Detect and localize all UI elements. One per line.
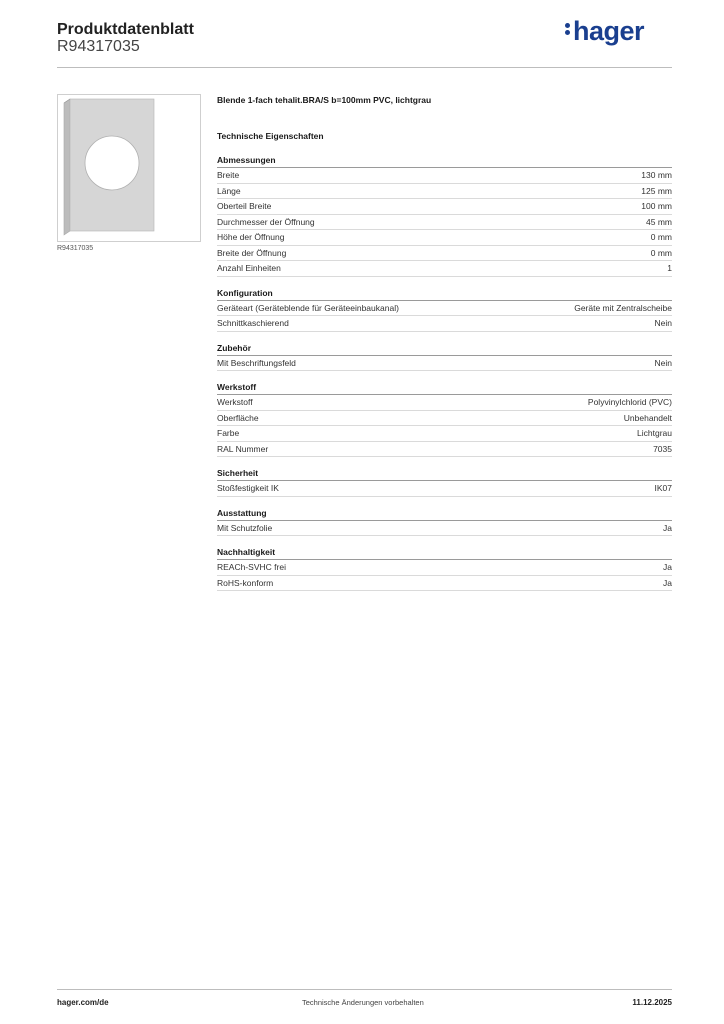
property-value: Lichtgrau [637, 428, 672, 438]
page-title: Produktdatenblatt [57, 21, 194, 38]
product-code: R94317035 [57, 38, 140, 55]
property-label: Mit Schutzfolie [217, 522, 273, 533]
property-row [217, 576, 672, 592]
property-label: Stoßfestigkeit IK [217, 483, 279, 493]
property-section [217, 546, 672, 591]
property-label: Länge [217, 185, 241, 196]
product-title: Blende 1-fach tehalit.BRA/S b=100mm PVC, lichtgrau [217, 95, 432, 105]
property-row [217, 560, 672, 576]
section-title: Ausstattung [217, 507, 672, 521]
property-row [217, 230, 672, 246]
property-row [217, 261, 672, 277]
property-label: Höhe der Öffnung [217, 232, 285, 242]
property-section [217, 507, 672, 537]
footer-website[interactable]: hager.com/de [57, 998, 109, 1007]
section-title: Nachhaltigkeit [217, 546, 672, 560]
property-row [217, 215, 672, 231]
property-label: Breite [217, 170, 240, 180]
property-value: 1 [667, 263, 672, 273]
properties-sections [217, 154, 672, 591]
property-value: Ja [663, 577, 672, 588]
section-title: Abmessungen [217, 154, 672, 168]
hager-logo [565, 16, 644, 47]
logo-dots-icon [565, 21, 571, 37]
property-row [217, 246, 672, 262]
property-row [217, 184, 672, 200]
property-row [217, 481, 672, 497]
property-row [217, 356, 672, 372]
property-value: 130 mm [641, 170, 672, 180]
property-row [217, 395, 672, 411]
property-label: REACh-SVHC frei [217, 562, 286, 572]
logo-text: hager [573, 16, 645, 46]
property-label: Geräteart (Geräteblende für Geräteeinbaukanal) [217, 302, 399, 313]
property-value: 0 mm [650, 232, 672, 242]
property-section [217, 381, 672, 457]
property-row [217, 411, 672, 427]
footer-disclaimer: Technische Änderungen vorbehalten [302, 998, 424, 1007]
property-value: 125 mm [641, 185, 672, 196]
property-value: Polyvinylchlorid (PVC) [587, 397, 672, 407]
property-value: Nein [654, 318, 672, 328]
property-label: Anzahl Einheiten [217, 263, 281, 273]
image-caption: R94317035 [57, 245, 94, 252]
property-label: RAL Nummer [217, 443, 269, 454]
property-label: Schnittkaschierend [217, 318, 289, 328]
property-row [217, 521, 672, 537]
property-value: Ja [663, 562, 672, 572]
property-row [217, 199, 672, 215]
property-section [217, 342, 672, 372]
property-value: Geräte mit Zentralscheibe [574, 302, 672, 313]
property-label: Mit Beschriftungsfeld [217, 357, 296, 368]
property-label: Durchmesser der Öffnung [217, 216, 315, 227]
property-value: 45 mm [646, 216, 672, 227]
section-title: Werkstoff [217, 381, 672, 395]
property-label: Oberfläche [217, 412, 259, 423]
footer-date: 11.12.2025 [632, 998, 672, 1007]
section-title: Konfiguration [217, 287, 672, 301]
section-title: Sicherheit [217, 467, 672, 481]
property-value: 100 mm [641, 201, 672, 211]
property-value: IK07 [654, 483, 672, 493]
property-label: Werkstoff [217, 397, 253, 407]
property-section [217, 287, 672, 332]
property-row [217, 168, 672, 184]
cover-plate-icon [58, 95, 200, 241]
product-details [217, 95, 672, 601]
header-divider [57, 67, 672, 68]
property-row [217, 426, 672, 442]
property-label: Breite der Öffnung [217, 247, 287, 258]
property-section [217, 154, 672, 277]
property-value: 7035 [653, 443, 672, 454]
property-label: Farbe [217, 428, 240, 438]
property-value: Ja [663, 522, 672, 533]
property-row [217, 442, 672, 458]
property-section [217, 467, 672, 497]
property-value: 0 mm [650, 247, 672, 258]
property-label: RoHS-konform [217, 577, 274, 588]
property-row [217, 301, 672, 317]
footer-divider [57, 989, 672, 990]
property-value: Unbehandelt [623, 412, 672, 423]
property-label: Oberteil Breite [217, 201, 272, 211]
product-image [57, 94, 201, 242]
section-title: Zubehör [217, 342, 672, 356]
property-row [217, 316, 672, 332]
technical-properties-heading: Technische Eigenschaften [217, 131, 324, 141]
property-value: Nein [654, 357, 672, 368]
